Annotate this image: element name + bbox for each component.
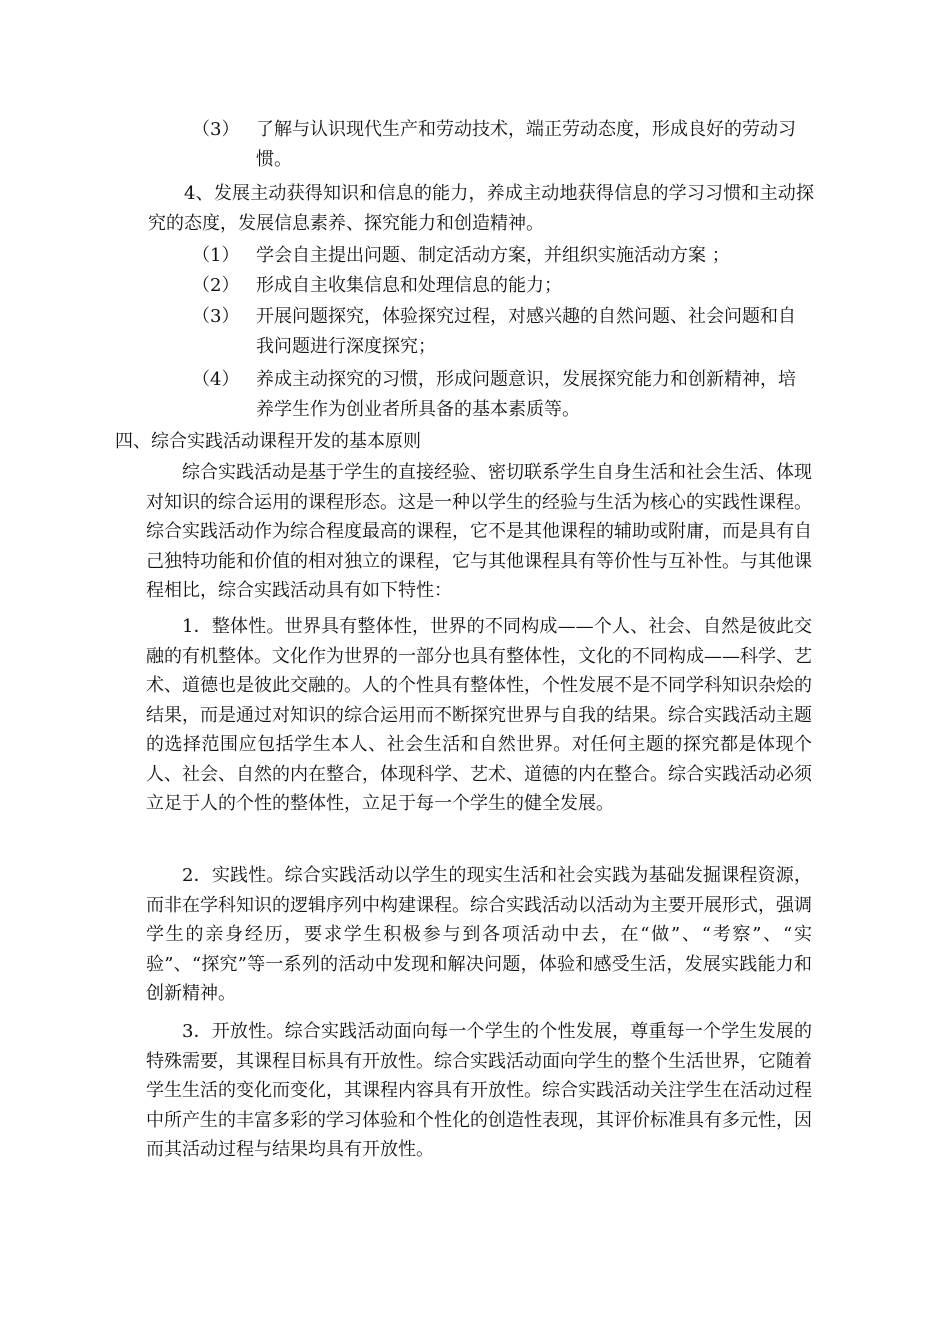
list-item — [192, 115, 812, 175]
point-4-paragraph: 4、发展主动获得知识和信息的能力，养成主动地获得信息的学习习惯和主动探究的态度，发展信息素养、探究能力和创造精神。 — [148, 183, 814, 234]
list-item-number: （3） — [192, 119, 240, 140]
principle-2-paragraph: 2．实践性。综合实践活动以学生的现实生活和社会实践为基础发掘课程资源，而非在学科知识的逻辑序列中构建课程。综合实践活动以活动为主要开展形式，强调学生的亲身经历，要求学生积极参与到各项活动中去，在“做”、“考察”、“实验”、“探究”等一系列的活动中发现和解决问题，体验和感受生活，发展实践能力和创新精神。 — [146, 865, 812, 1004]
list-item — [192, 271, 812, 301]
principle-1-paragraph: 1．整体性。世界具有整体性，世界的不同构成——个人、社会、自然是彼此交融的有机整体。文化作为世界的一部分也具有整体性，文化的不同构成——科学、艺术、道德也是彼此交融的。人的个性具有整体性，个性发展不是不同学科知识杂烩的结果，而是通过对知识的综合运用而不断探究世界与自我的结果。综合实践活动主题的选择范围应包括学生本人、社会生活和自然世界。对任何主题的探究都是体现个人、社会、自然的内在整合，体现科学、艺术、道德的内在整合。综合实践活动必须立足于人的个性的整体性，立足于每一个学生的健全发展。 — [146, 616, 812, 814]
intro-paragraph: 综合实践活动是基于学生的直接经验、密切联系学生自身生活和社会生活、体现对知识的综合运用的课程形态。这是一种以学生的经验与生活为核心的实践性课程。综合实践活动作为综合程度最高的课程，它不是其他课程的辅助或附庸，而是具有自己独特功能和价值的相对独立的课程，它与其他课程具有等价性与互补性。与其他课程相比，综合实践活动具有如下特性： — [146, 462, 812, 601]
list-item-number: （3） — [192, 306, 240, 327]
list-item-number: （2） — [192, 275, 240, 296]
list-item-text: 开展问题探究，体验探究过程，对感兴趣的自然问题、社会问题和自我问题进行深度探究； — [256, 306, 796, 357]
list-item-text: 形成自主收集信息和处理信息的能力； — [256, 275, 562, 296]
list-item-text: 养成主动探究的习惯，形成问题意识，发展探究能力和创新精神，培养学生作为创业者所具备的基本素质等。 — [256, 369, 796, 420]
list-item — [192, 365, 812, 425]
list-item-number: （1） — [192, 245, 240, 266]
list-item-number: （4） — [192, 369, 240, 390]
list-item — [192, 302, 812, 362]
list-item — [192, 241, 812, 271]
section-heading: 四、综合实践活动课程开发的基本原则 — [115, 431, 421, 452]
principle-3-paragraph: 3．开放性。综合实践活动面向每一个学生的个性发展，尊重每一个学生发展的特殊需要，其课程目标具有开放性。综合实践活动面向学生的整个生活世界，它随着学生生活的变化而变化，其课程内容具有开放性。综合实践活动关注学生在活动过程中所产生的丰富多彩的学习体验和个性化的创造性表现，其评价标准具有多元性，因而其活动过程与结果均具有开放性。 — [146, 1021, 812, 1160]
list-item-text: 学会自主提出问题、制定活动方案，并组织实施活动方案 ； — [256, 245, 730, 266]
list-item-text: 了解与认识现代生产和劳动技术，端正劳动态度，形成良好的劳动习惯。 — [256, 119, 796, 170]
